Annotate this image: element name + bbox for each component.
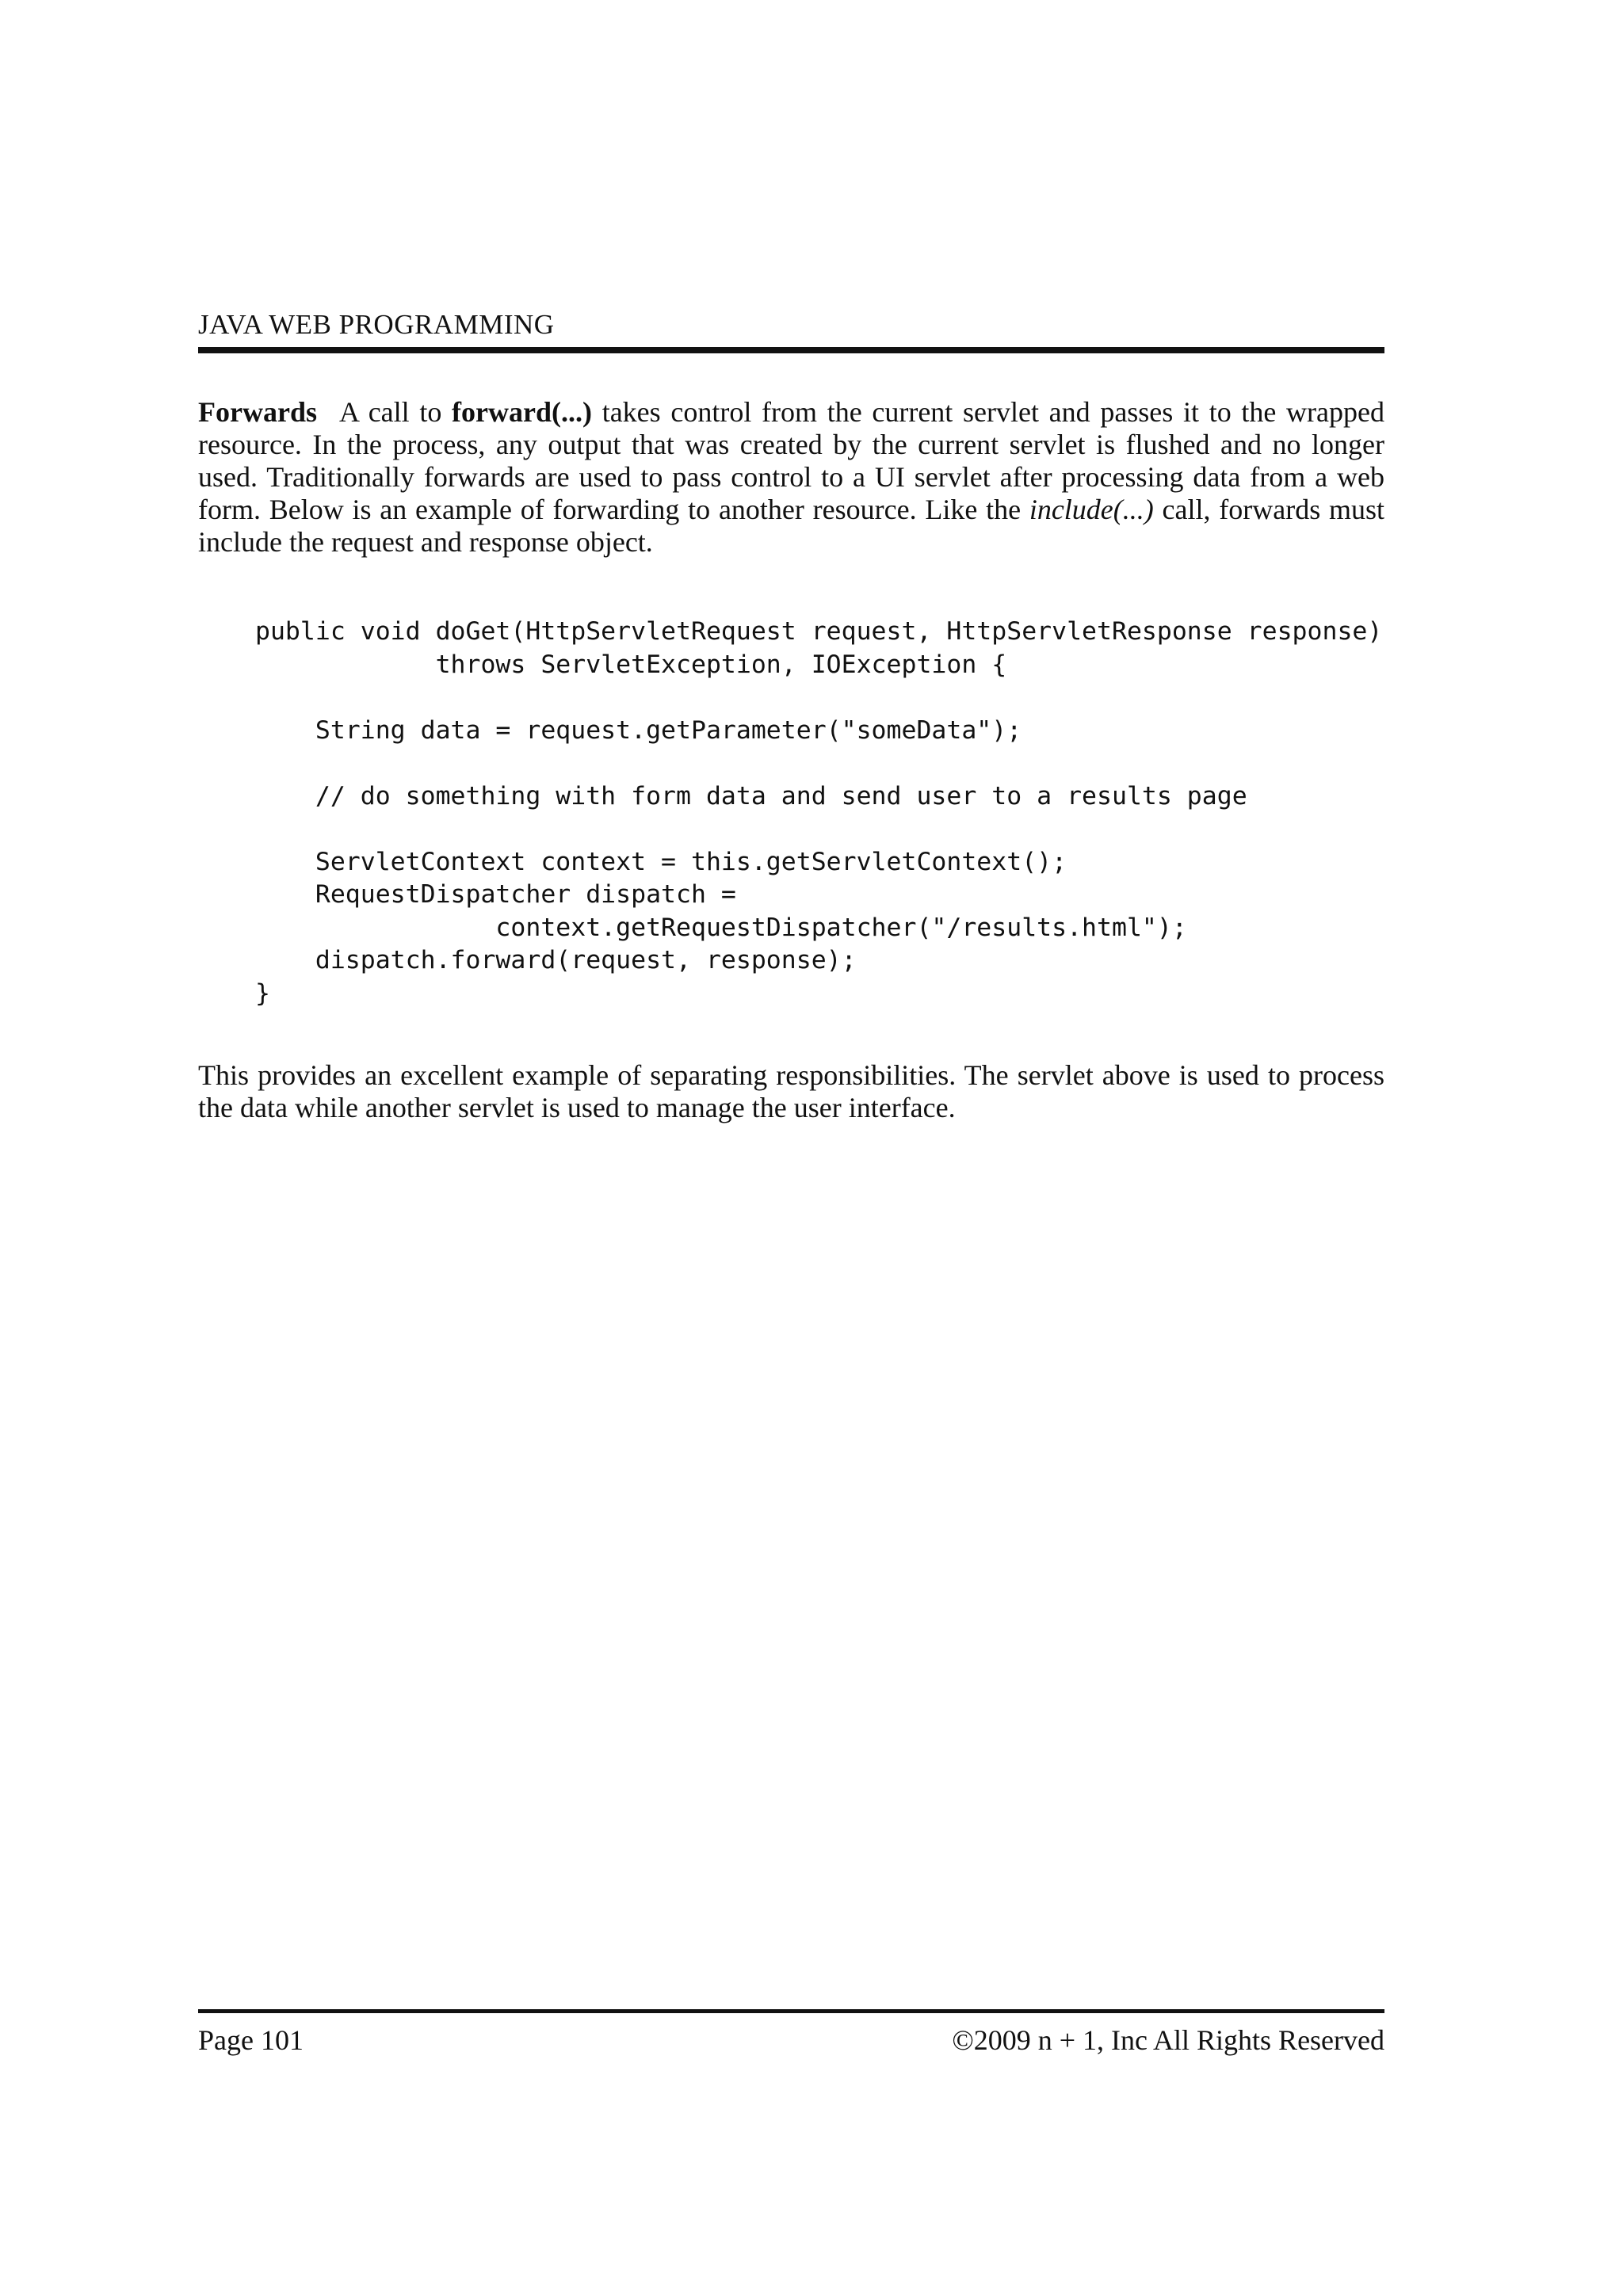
footer-rule	[198, 2009, 1384, 2013]
code-line: // do something with form data and send user to a results page	[255, 781, 1247, 810]
code-line: public void doGet(HttpServletRequest request, HttpServletResponse response)	[255, 617, 1383, 646]
header-rule	[198, 347, 1384, 353]
code-line: }	[255, 978, 270, 1008]
separation-paragraph: This provides an excellent example of separating responsibilities. The servlet above is used to process the data while another servlet is used to manage the user interface.	[198, 1059, 1384, 1123]
code-line: dispatch.forward(request, response);	[255, 946, 857, 974]
code-line	[255, 813, 1382, 846]
forward-method-name: forward(...)	[452, 396, 592, 428]
code-line: throws ServletException, IOException {	[255, 650, 1007, 679]
copyright-notice: ©2009 n + 1, Inc All Rights Reserved	[952, 2024, 1384, 2056]
forwards-paragraph	[198, 396, 1384, 559]
paragraph-heading: Forwards	[198, 396, 317, 428]
page-number: Page 101	[198, 2024, 304, 2056]
code-line: ServletContext context = this.getServletContext();	[255, 847, 1067, 876]
page-footer	[198, 2009, 1384, 2059]
code-line	[255, 681, 1382, 715]
page-header	[198, 306, 1384, 353]
running-title: JAVA WEB PROGRAMMING	[198, 309, 555, 340]
code-line: String data = request.getParameter("someData");	[255, 715, 1022, 745]
paragraph-text-c: call, forwards must include the request and response object.	[198, 494, 1384, 558]
code-line	[255, 747, 1382, 780]
code-listing	[255, 616, 1382, 1010]
include-method-name: include(...)	[1029, 494, 1154, 525]
paragraph-text-b: takes control from the current servlet and passes it to the wrapped resource. In the process, any output that was created by the current servlet is flushed and no longer used. Traditionally forwards are used to pass control to a UI servlet after processing data from a web form. Below is an example of forwarding to another resource. Like the	[198, 396, 1384, 525]
paragraph-text-a: A call to	[338, 396, 453, 428]
code-line: RequestDispatcher dispatch =	[255, 880, 736, 909]
code-line: context.getRequestDispatcher("/results.html");	[255, 913, 1187, 942]
